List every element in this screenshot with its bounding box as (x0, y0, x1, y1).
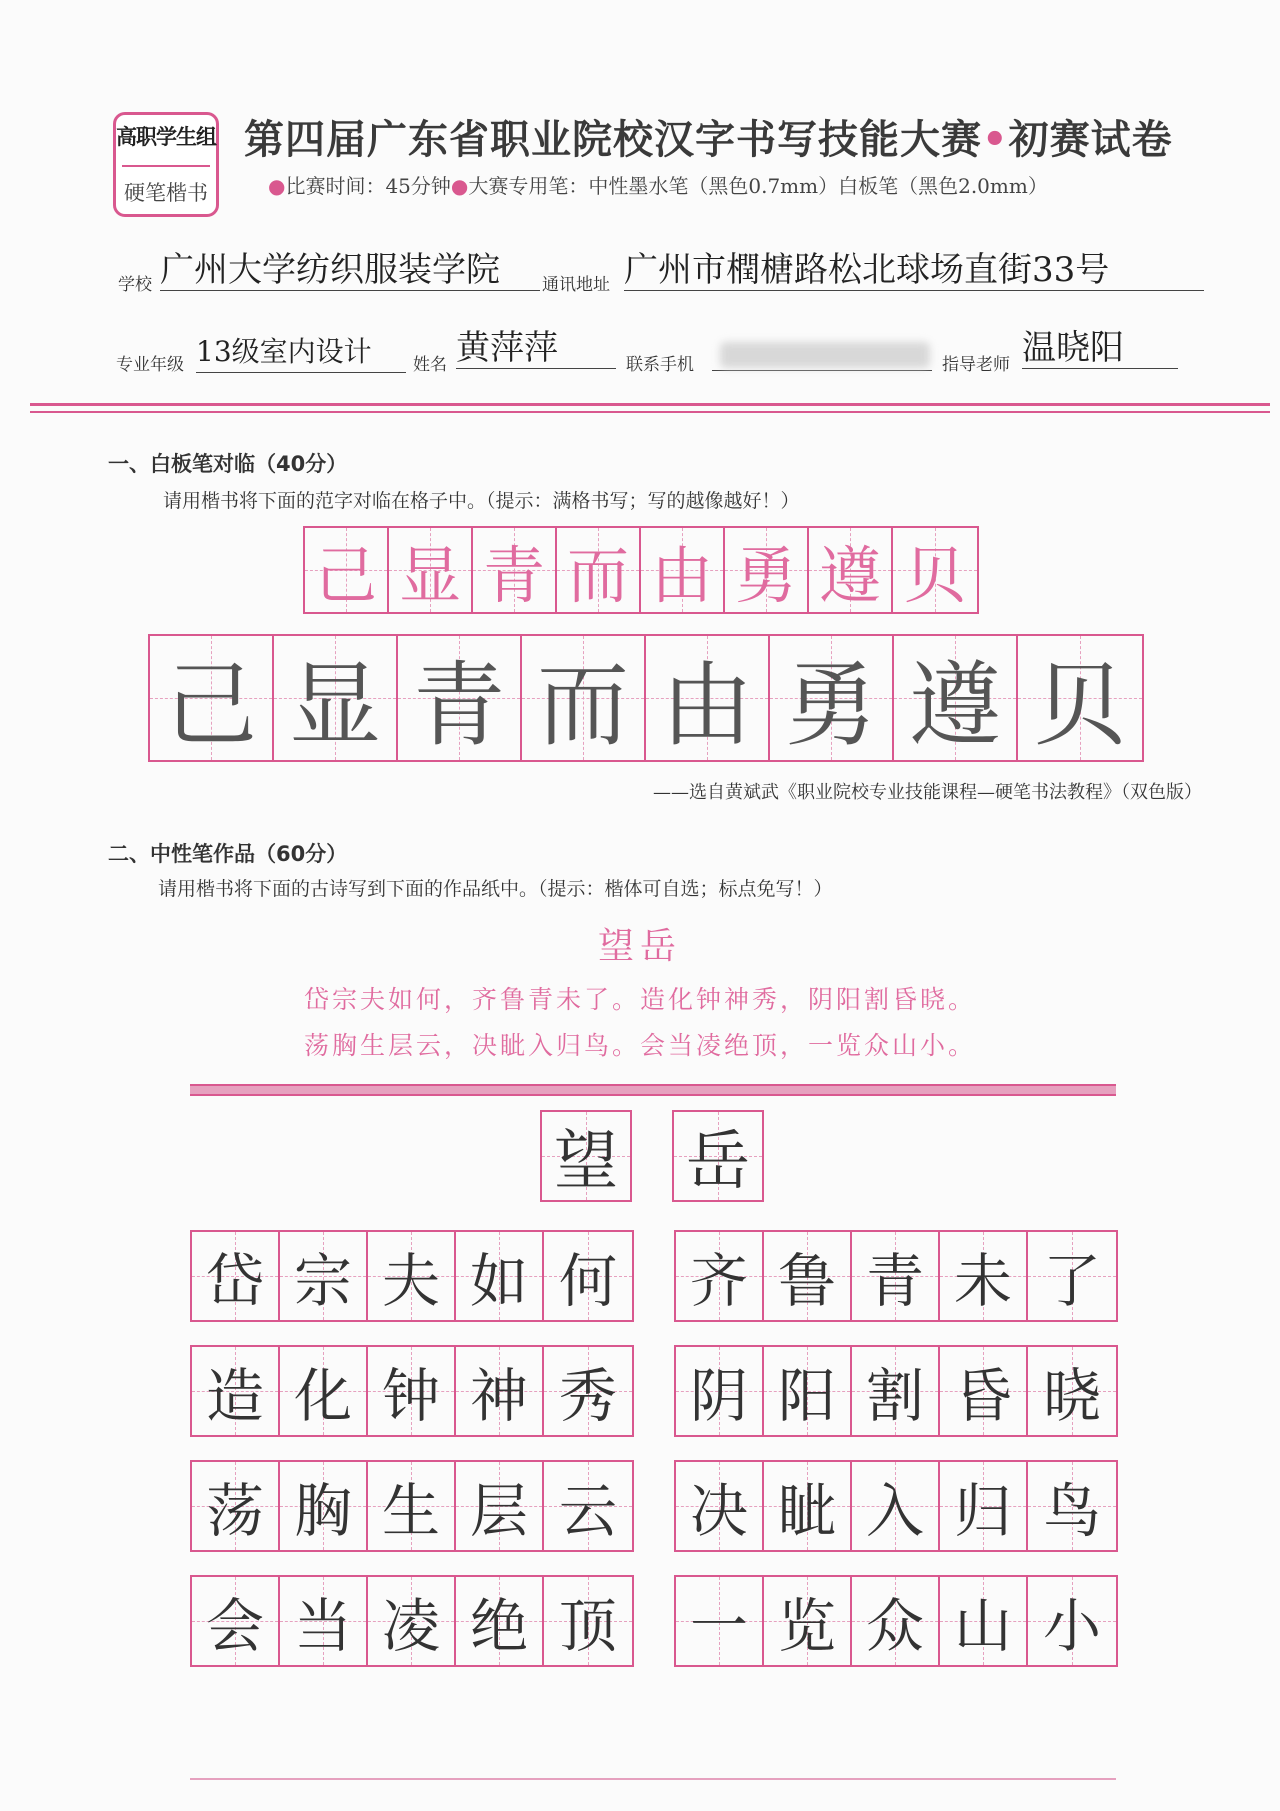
work-cell-char: 荡 (205, 1477, 264, 1545)
copy-cell (1018, 636, 1142, 760)
work-cell-char: 阴 (689, 1362, 748, 1430)
copy-cell-char: 勇 (784, 652, 877, 759)
model-cell-char: 勇 (734, 538, 797, 612)
major-label: 专业年级 (116, 355, 184, 375)
work-cell (368, 1577, 456, 1665)
model-cell (725, 528, 809, 612)
model-cell (473, 528, 557, 612)
work-cell-char: 绝 (469, 1592, 528, 1660)
work-cell (852, 1347, 940, 1435)
phone-redaction (720, 342, 930, 368)
copy-cell-char: 己 (164, 652, 257, 759)
school-label: 学校 (118, 275, 152, 295)
work-row-half[interactable] (190, 1230, 634, 1322)
work-cell (192, 1347, 280, 1435)
work-cell (764, 1347, 852, 1435)
title-main: 第四届广东省职业院校汉字书写技能大赛 (244, 117, 982, 163)
model-cell-char: 显 (398, 538, 461, 612)
subtitle-bullet-2: ● (450, 174, 469, 198)
work-cell-char: 山 (953, 1592, 1012, 1660)
section2-heading: 二、中性笔作品（60分） (108, 842, 348, 866)
group-badge (113, 112, 219, 217)
model-cell (893, 528, 977, 612)
work-cell (1028, 1347, 1116, 1435)
model-cell (641, 528, 725, 612)
work-cell (676, 1232, 764, 1320)
address-label: 通讯地址 (542, 275, 610, 295)
subtitle-pen: 大赛专用笔：中性墨水笔（黑色0.7mm）白板笔（黑色2.0mm） (468, 174, 1048, 198)
work-cell (940, 1462, 1028, 1550)
copy-cell-char: 青 (412, 652, 505, 759)
poem-title: 望岳 (597, 926, 682, 967)
work-cell-char: 未 (953, 1247, 1012, 1315)
copy-cell-char: 遵 (908, 652, 1001, 759)
badge-group-label: 高职学生组 (116, 125, 216, 149)
title-end: 初赛试卷 (1008, 117, 1173, 163)
work-cell-char: 会 (205, 1592, 264, 1660)
model-cell-char: 贝 (903, 538, 966, 612)
work-cell-char: 生 (381, 1477, 440, 1545)
subtitle-bullet-1: ● (268, 174, 286, 198)
teacher-field[interactable]: 温晓阳 (1022, 328, 1178, 369)
work-cell-char: 归 (953, 1477, 1012, 1545)
work-cell-char: 一 (689, 1592, 748, 1660)
work-cell-char: 眦 (777, 1477, 836, 1545)
model-cell-char: 己 (314, 538, 377, 612)
work-cell-char: 鸟 (1042, 1477, 1101, 1545)
school-field[interactable]: 广州大学纺织服装学院 (160, 250, 540, 291)
copy-cell (894, 636, 1018, 760)
work-cell (192, 1232, 280, 1320)
header-divider-top (30, 403, 1270, 406)
work-row-half[interactable] (674, 1230, 1118, 1322)
work-cell-char: 岱 (205, 1247, 264, 1315)
section2-hint: 请用楷书将下面的古诗写到下面的作品纸中。（提示：楷体可自选；标点免写！） (158, 878, 833, 900)
poem-line-1: 岱宗夫如何，齐鲁青未了。造化钟神秀，阴阳割昏晓。 (303, 985, 976, 1014)
work-cell-char: 神 (469, 1362, 528, 1430)
copy-cell (770, 636, 894, 760)
work-cell-char: 小 (1042, 1592, 1101, 1660)
work-cell-char: 青 (865, 1247, 924, 1315)
work-cell-char: 凌 (381, 1592, 440, 1660)
work-cell (280, 1577, 368, 1665)
work-paper-bottom-border (190, 1778, 1116, 1784)
section1-heading: 一、白板笔对临（40分） (108, 452, 348, 476)
work-cell (852, 1462, 940, 1550)
work-cell (1028, 1577, 1116, 1665)
title-dot: • (982, 117, 1009, 163)
work-title-box (672, 1110, 764, 1202)
work-row-half[interactable] (674, 1345, 1118, 1437)
work-cell (192, 1577, 280, 1665)
work-cell (456, 1347, 544, 1435)
work-cell-char: 造 (205, 1362, 264, 1430)
work-cell (192, 1462, 280, 1550)
work-cell-char: 云 (558, 1477, 617, 1545)
copy-char-row[interactable] (148, 634, 1144, 762)
copy-cell-char: 而 (536, 652, 629, 759)
work-cell-char: 晓 (1042, 1362, 1101, 1430)
model-cell (809, 528, 893, 612)
work-cell (456, 1462, 544, 1550)
model-cell-char: 青 (482, 538, 545, 612)
work-cell (1028, 1462, 1116, 1550)
copy-cell (150, 636, 274, 760)
work-cell-char: 入 (865, 1477, 924, 1545)
work-title-cell (674, 1112, 762, 1200)
section1-hint: 请用楷书将下面的范字对临在格子中。（提示：满格书写；写的越像越好！） (163, 490, 800, 512)
work-cell-char: 胸 (293, 1477, 352, 1545)
work-cell (764, 1577, 852, 1665)
copy-cell (646, 636, 770, 760)
work-cell (676, 1462, 764, 1550)
copy-cell-char: 显 (288, 652, 381, 759)
work-cell (940, 1232, 1028, 1320)
work-cell-char: 如 (469, 1247, 528, 1315)
work-cell-char: 化 (293, 1362, 352, 1430)
work-title-cell-char: 岳 (686, 1125, 750, 1199)
work-cell (852, 1577, 940, 1665)
copy-cell (274, 636, 398, 760)
work-cell (940, 1577, 1028, 1665)
work-paper-top-border (190, 1084, 1116, 1096)
work-cell-char: 昏 (953, 1362, 1012, 1430)
work-cell (764, 1232, 852, 1320)
work-cell (544, 1232, 632, 1320)
work-cell-char: 了 (1042, 1247, 1101, 1315)
work-cell-char: 众 (865, 1592, 924, 1660)
copy-cell-char: 由 (660, 652, 753, 759)
work-cell (676, 1577, 764, 1665)
source-citation: ——选自黄斌武《职业院校专业技能课程—硬笔书法教程》（双色版） (653, 782, 1202, 803)
work-cell-char: 齐 (689, 1247, 748, 1315)
work-cell-char: 决 (689, 1477, 748, 1545)
work-cell-char: 当 (293, 1592, 352, 1660)
header-divider-bottom (30, 411, 1270, 413)
model-cell-char: 遵 (818, 538, 881, 612)
address-field[interactable]: 广州市橍榶路松北球场直街33号 (624, 250, 1204, 291)
work-cell-char: 秀 (558, 1362, 617, 1430)
copy-cell (522, 636, 646, 760)
work-row-half[interactable] (190, 1460, 634, 1552)
work-cell-char: 宗 (293, 1247, 352, 1315)
work-cell-char: 层 (469, 1477, 528, 1545)
work-row-half[interactable] (674, 1460, 1118, 1552)
work-cell (544, 1462, 632, 1550)
work-title-cell-char: 望 (554, 1125, 618, 1199)
work-cell-char: 顶 (558, 1592, 617, 1660)
copy-cell-char: 贝 (1033, 652, 1126, 759)
work-cell (544, 1577, 632, 1665)
major-field[interactable]: 13级室内设计 (196, 332, 406, 373)
work-cell (1028, 1232, 1116, 1320)
badge-category-label: 硬笔楷书 (124, 181, 208, 205)
model-char-row (303, 526, 979, 614)
model-cell (557, 528, 641, 612)
work-cell (368, 1347, 456, 1435)
work-row-half[interactable] (190, 1345, 634, 1437)
model-cell-char: 而 (566, 538, 629, 612)
work-cell-char: 阳 (777, 1362, 836, 1430)
copy-cell (398, 636, 522, 760)
work-cell (280, 1232, 368, 1320)
badge-divider (122, 165, 210, 167)
work-cell (456, 1232, 544, 1320)
work-cell-char: 割 (865, 1362, 924, 1430)
model-cell-char: 由 (650, 538, 713, 612)
work-cell (940, 1347, 1028, 1435)
work-row-half[interactable] (674, 1575, 1118, 1667)
work-cell (280, 1462, 368, 1550)
work-cell (280, 1347, 368, 1435)
work-title-box (540, 1110, 632, 1202)
model-cell (305, 528, 389, 612)
work-cell (764, 1462, 852, 1550)
work-cell (544, 1347, 632, 1435)
page-title (244, 108, 1244, 165)
teacher-label: 指导老师 (942, 355, 1010, 375)
work-cell-char: 鲁 (777, 1247, 836, 1315)
work-cell-char: 夫 (381, 1247, 440, 1315)
name-label: 姓名 (413, 355, 447, 375)
phone-field[interactable] (712, 370, 932, 371)
work-cell (852, 1232, 940, 1320)
subtitle (268, 170, 1048, 199)
model-cell (389, 528, 473, 612)
work-row-half[interactable] (190, 1575, 634, 1667)
work-cell (676, 1347, 764, 1435)
subtitle-time: 比赛时间：45分钟 (285, 174, 451, 198)
work-cell-char: 何 (558, 1247, 617, 1315)
work-cell (368, 1232, 456, 1320)
work-cell-char: 览 (777, 1592, 836, 1660)
work-cell-char: 钟 (381, 1362, 440, 1430)
phone-label: 联系手机 (626, 355, 694, 375)
work-title-cell (542, 1112, 630, 1200)
name-field[interactable]: 黄萍萍 (456, 328, 616, 369)
work-cell (368, 1462, 456, 1550)
work-cell (456, 1577, 544, 1665)
poem-line-2: 荡胸生层云，决眦入归鸟。会当凌绝顶，一览众山小。 (303, 1031, 976, 1060)
